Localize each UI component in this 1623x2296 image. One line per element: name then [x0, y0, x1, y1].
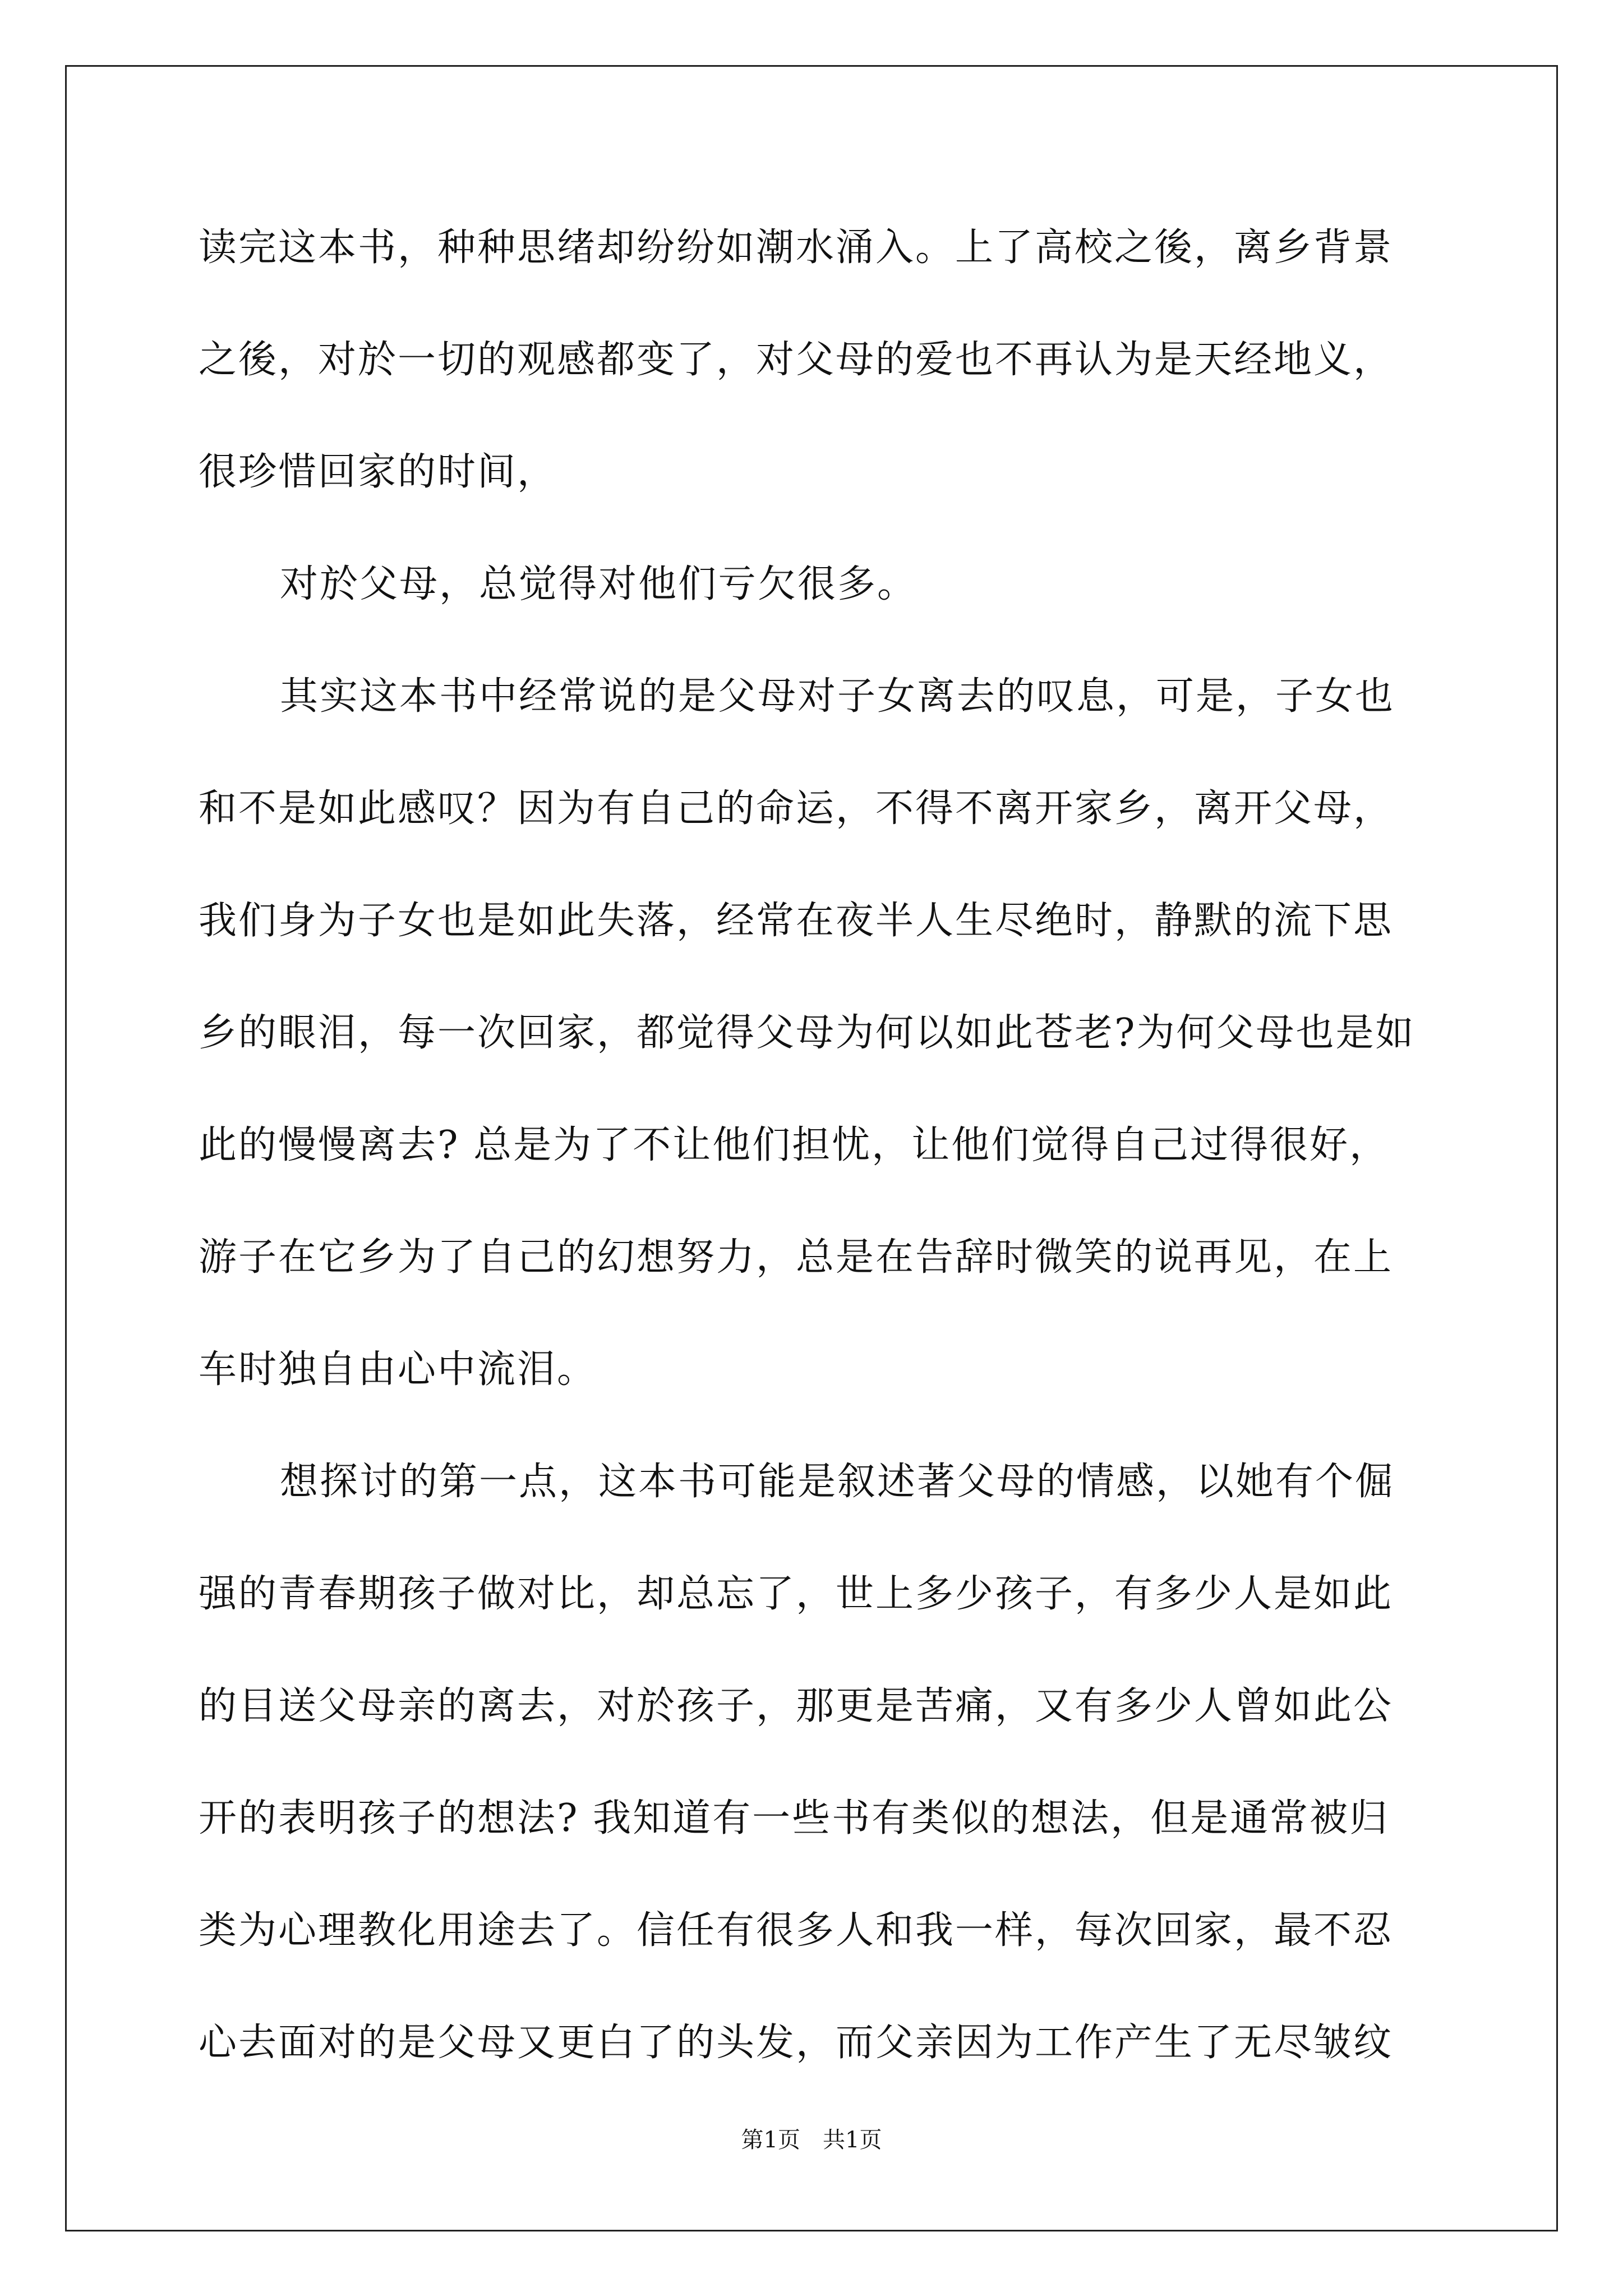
text-line: 类为心理教化用途去了。信任有很多人和我一样，每次回家，最不忍 [199, 1908, 1394, 1953]
paragraph-start-line: 想探讨的第一点，这本书可能是叙述著父母的情感，以她有个倔 [280, 1460, 1395, 1504]
text-line: 车时独自由心中流泪。 [199, 1347, 597, 1392]
text-line: 之後，对於一切的观感都变了，对父母的爱也不再认为是天经地义， [199, 338, 1394, 382]
text-line: 和不是如此感叹？因为有自己的命运，不得不离开家乡，离开父母， [199, 786, 1394, 831]
page-total: 共1页 [823, 2127, 882, 2153]
paragraph-start-line: 对於父母，总觉得对他们亏欠很多。 [280, 562, 917, 606]
page-number: 第1页 [741, 2127, 800, 2153]
text-line: 心去面对的是父母又更白了的头发，而父亲因为工作产生了无尽皱纹 [199, 2021, 1394, 2065]
text-line: 乡的眼泪，每一次回家，都觉得父母为何以如此苍老?为何父母也是如 [199, 1011, 1415, 1055]
document-body [199, 214, 1423, 2122]
text-line: 开的表明孩子的想法? 我知道有一些书有类似的想法，但是通常被归 [199, 1796, 1390, 1841]
text-line: 此的慢慢离去? 总是为了不让他们担忧，让他们觉得自己过得很好， [199, 1123, 1390, 1167]
page-footer [0, 2126, 1623, 2154]
text-line: 我们身为子女也是如此失落，经常在夜半人生尽绝时，静默的流下思 [199, 899, 1394, 943]
text-line: 强的青春期孩子做对比，却总忘了，世上多少孩子，有多少人是如此 [199, 1572, 1394, 1616]
text-line: 的目送父母亲的离去，对於孩子，那更是苦痛，又有多少人曾如此公 [199, 1684, 1394, 1728]
text-line: 游子在它乡为了自己的幻想努力，总是在告辞时微笑的说再见，在上 [199, 1235, 1394, 1280]
text-line: 很珍惜回家的时间， [199, 450, 557, 494]
paragraph-start-line: 其实这本书中经常说的是父母对子女离去的叹息，可是，子女也 [280, 674, 1395, 719]
text-line: 读完这本书，种种思绪却纷纷如潮水涌入。上了高校之後，离乡背景 [199, 226, 1394, 270]
